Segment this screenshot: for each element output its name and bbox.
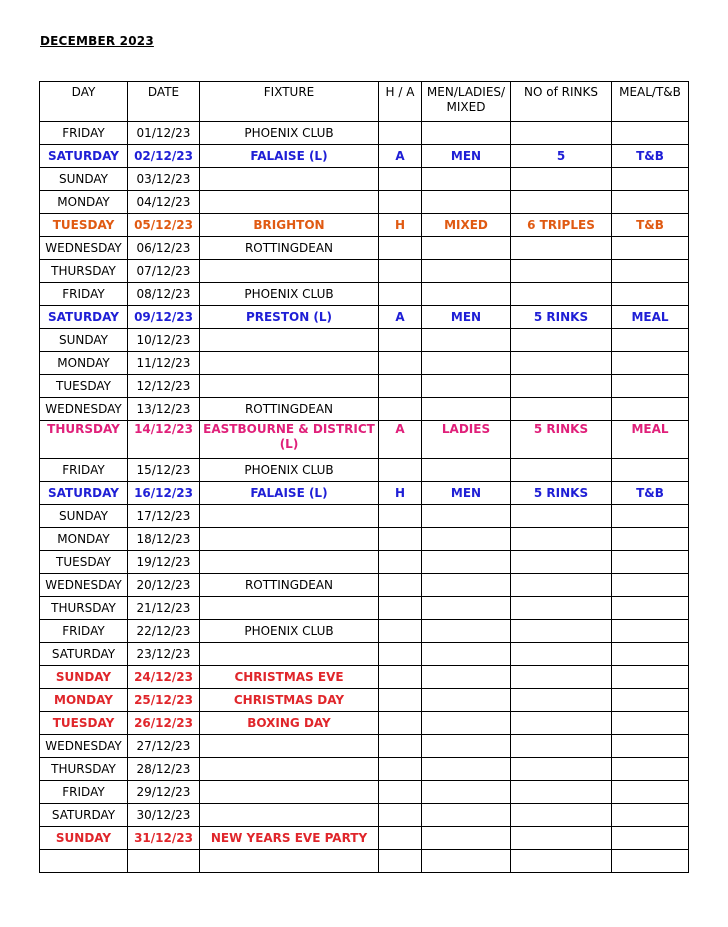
cell-meal bbox=[612, 666, 689, 689]
table-row bbox=[40, 398, 689, 421]
cell-meal bbox=[612, 329, 689, 352]
cell-meal bbox=[612, 574, 689, 597]
cell-fixture bbox=[200, 781, 379, 804]
cell-home-away bbox=[379, 850, 422, 873]
cell-day: WEDNESDAY bbox=[40, 735, 128, 758]
cell-date: 28/12/23 bbox=[128, 758, 200, 781]
cell-meal bbox=[612, 758, 689, 781]
cell-day: TUESDAY bbox=[40, 551, 128, 574]
table-row bbox=[40, 237, 689, 260]
table-row bbox=[40, 505, 689, 528]
cell-date: 26/12/23 bbox=[128, 712, 200, 735]
cell-fixture bbox=[200, 505, 379, 528]
cell-team-type: LADIES bbox=[422, 421, 511, 459]
cell-team-type bbox=[422, 574, 511, 597]
cell-home-away bbox=[379, 712, 422, 735]
cell-team-type bbox=[422, 459, 511, 482]
cell-fixture: FALAISE (L) bbox=[200, 482, 379, 505]
table-row bbox=[40, 306, 689, 329]
cell-home-away: A bbox=[379, 421, 422, 459]
cell-rinks bbox=[511, 666, 612, 689]
cell-day: TUESDAY bbox=[40, 712, 128, 735]
cell-home-away bbox=[379, 260, 422, 283]
table-row bbox=[40, 421, 689, 459]
cell-home-away bbox=[379, 122, 422, 145]
cell-rinks bbox=[511, 781, 612, 804]
cell-rinks bbox=[511, 237, 612, 260]
cell-fixture: CHRISTMAS DAY bbox=[200, 689, 379, 712]
table-row bbox=[40, 283, 689, 306]
cell-rinks: 6 TRIPLES bbox=[511, 214, 612, 237]
cell-date: 13/12/23 bbox=[128, 398, 200, 421]
table-row bbox=[40, 666, 689, 689]
cell-date: 07/12/23 bbox=[128, 260, 200, 283]
cell-fixture: PRESTON (L) bbox=[200, 306, 379, 329]
cell-day: MONDAY bbox=[40, 191, 128, 214]
cell-fixture bbox=[200, 804, 379, 827]
cell-day bbox=[40, 850, 128, 873]
cell-meal bbox=[612, 260, 689, 283]
header-home-away: H / A bbox=[379, 82, 422, 122]
cell-team-type bbox=[422, 689, 511, 712]
cell-team-type bbox=[422, 666, 511, 689]
cell-team-type bbox=[422, 597, 511, 620]
cell-rinks bbox=[511, 850, 612, 873]
cell-team-type bbox=[422, 781, 511, 804]
cell-home-away bbox=[379, 827, 422, 850]
cell-team-type bbox=[422, 758, 511, 781]
cell-fixture: EASTBOURNE & DISTRICT (L) bbox=[200, 421, 379, 459]
cell-home-away bbox=[379, 375, 422, 398]
cell-rinks bbox=[511, 758, 612, 781]
cell-team-type bbox=[422, 237, 511, 260]
cell-home-away bbox=[379, 574, 422, 597]
cell-team-type bbox=[422, 712, 511, 735]
cell-home-away bbox=[379, 459, 422, 482]
fixture-table bbox=[39, 81, 689, 873]
cell-day: FRIDAY bbox=[40, 459, 128, 482]
cell-date: 04/12/23 bbox=[128, 191, 200, 214]
cell-day: SUNDAY bbox=[40, 827, 128, 850]
cell-home-away bbox=[379, 329, 422, 352]
cell-fixture bbox=[200, 191, 379, 214]
cell-meal bbox=[612, 781, 689, 804]
table-row bbox=[40, 191, 689, 214]
cell-day: WEDNESDAY bbox=[40, 237, 128, 260]
cell-home-away bbox=[379, 689, 422, 712]
cell-home-away bbox=[379, 758, 422, 781]
cell-fixture bbox=[200, 375, 379, 398]
cell-rinks: 5 RINKS bbox=[511, 306, 612, 329]
cell-meal bbox=[612, 850, 689, 873]
cell-home-away bbox=[379, 352, 422, 375]
cell-meal bbox=[612, 375, 689, 398]
cell-date: 12/12/23 bbox=[128, 375, 200, 398]
cell-day: TUESDAY bbox=[40, 375, 128, 398]
cell-meal bbox=[612, 459, 689, 482]
cell-team-type bbox=[422, 191, 511, 214]
cell-date: 23/12/23 bbox=[128, 643, 200, 666]
cell-day: SUNDAY bbox=[40, 168, 128, 191]
cell-day: SATURDAY bbox=[40, 804, 128, 827]
cell-rinks bbox=[511, 597, 612, 620]
cell-rinks bbox=[511, 260, 612, 283]
cell-meal bbox=[612, 597, 689, 620]
cell-meal: T&B bbox=[612, 482, 689, 505]
cell-team-type: MEN bbox=[422, 482, 511, 505]
cell-rinks bbox=[511, 528, 612, 551]
cell-rinks bbox=[511, 122, 612, 145]
table-row bbox=[40, 145, 689, 168]
cell-date: 11/12/23 bbox=[128, 352, 200, 375]
cell-home-away bbox=[379, 666, 422, 689]
cell-date: 10/12/23 bbox=[128, 329, 200, 352]
cell-date: 16/12/23 bbox=[128, 482, 200, 505]
cell-date: 21/12/23 bbox=[128, 597, 200, 620]
cell-date: 15/12/23 bbox=[128, 459, 200, 482]
table-row bbox=[40, 689, 689, 712]
table-row bbox=[40, 597, 689, 620]
cell-rinks bbox=[511, 827, 612, 850]
cell-fixture bbox=[200, 643, 379, 666]
table-row bbox=[40, 168, 689, 191]
cell-day: SATURDAY bbox=[40, 482, 128, 505]
cell-fixture: PHOENIX CLUB bbox=[200, 122, 379, 145]
table-row bbox=[40, 827, 689, 850]
cell-date: 29/12/23 bbox=[128, 781, 200, 804]
cell-fixture: FALAISE (L) bbox=[200, 145, 379, 168]
cell-rinks bbox=[511, 620, 612, 643]
header-rinks: NO of RINKS bbox=[511, 82, 612, 122]
cell-rinks bbox=[511, 283, 612, 306]
table-row bbox=[40, 122, 689, 145]
cell-date: 14/12/23 bbox=[128, 421, 200, 459]
table-row bbox=[40, 375, 689, 398]
cell-meal bbox=[612, 505, 689, 528]
cell-home-away bbox=[379, 735, 422, 758]
cell-day: THURSDAY bbox=[40, 758, 128, 781]
cell-team-type: MIXED bbox=[422, 214, 511, 237]
cell-meal bbox=[612, 712, 689, 735]
cell-fixture: PHOENIX CLUB bbox=[200, 620, 379, 643]
cell-day: THURSDAY bbox=[40, 421, 128, 459]
cell-rinks bbox=[511, 505, 612, 528]
cell-meal bbox=[612, 237, 689, 260]
cell-date: 25/12/23 bbox=[128, 689, 200, 712]
cell-day: SATURDAY bbox=[40, 306, 128, 329]
table-row bbox=[40, 459, 689, 482]
cell-meal: MEAL bbox=[612, 306, 689, 329]
cell-day: THURSDAY bbox=[40, 597, 128, 620]
cell-home-away bbox=[379, 551, 422, 574]
header-fixture: FIXTURE bbox=[200, 82, 379, 122]
cell-date: 31/12/23 bbox=[128, 827, 200, 850]
cell-home-away: H bbox=[379, 482, 422, 505]
cell-home-away bbox=[379, 528, 422, 551]
cell-day: TUESDAY bbox=[40, 214, 128, 237]
cell-team-type bbox=[422, 283, 511, 306]
cell-team-type bbox=[422, 122, 511, 145]
cell-meal bbox=[612, 168, 689, 191]
cell-date: 19/12/23 bbox=[128, 551, 200, 574]
header-day: DAY bbox=[40, 82, 128, 122]
cell-date: 08/12/23 bbox=[128, 283, 200, 306]
cell-date: 24/12/23 bbox=[128, 666, 200, 689]
cell-fixture: PHOENIX CLUB bbox=[200, 459, 379, 482]
cell-meal bbox=[612, 352, 689, 375]
cell-meal: T&B bbox=[612, 214, 689, 237]
table-row bbox=[40, 804, 689, 827]
cell-date: 09/12/23 bbox=[128, 306, 200, 329]
table-row bbox=[40, 712, 689, 735]
cell-rinks bbox=[511, 329, 612, 352]
cell-day: FRIDAY bbox=[40, 122, 128, 145]
cell-fixture: BRIGHTON bbox=[200, 214, 379, 237]
cell-meal bbox=[612, 827, 689, 850]
cell-team-type bbox=[422, 850, 511, 873]
cell-home-away bbox=[379, 804, 422, 827]
table-body bbox=[40, 122, 689, 873]
cell-fixture bbox=[200, 352, 379, 375]
cell-team-type bbox=[422, 329, 511, 352]
cell-home-away bbox=[379, 191, 422, 214]
cell-date: 20/12/23 bbox=[128, 574, 200, 597]
cell-rinks bbox=[511, 551, 612, 574]
cell-meal: MEAL bbox=[612, 421, 689, 459]
cell-day: MONDAY bbox=[40, 528, 128, 551]
page-title: DECEMBER 2023 bbox=[40, 34, 154, 48]
cell-rinks bbox=[511, 712, 612, 735]
cell-team-type bbox=[422, 620, 511, 643]
cell-rinks: 5 RINKS bbox=[511, 482, 612, 505]
cell-team-type: MEN bbox=[422, 145, 511, 168]
cell-team-type: MEN bbox=[422, 306, 511, 329]
table-row bbox=[40, 781, 689, 804]
cell-home-away bbox=[379, 283, 422, 306]
cell-meal bbox=[612, 122, 689, 145]
cell-date: 02/12/23 bbox=[128, 145, 200, 168]
table-row bbox=[40, 735, 689, 758]
cell-meal bbox=[612, 191, 689, 214]
cell-fixture: BOXING DAY bbox=[200, 712, 379, 735]
table-row bbox=[40, 850, 689, 873]
cell-day: SUNDAY bbox=[40, 505, 128, 528]
cell-date: 06/12/23 bbox=[128, 237, 200, 260]
cell-team-type bbox=[422, 551, 511, 574]
cell-fixture bbox=[200, 850, 379, 873]
cell-day: FRIDAY bbox=[40, 283, 128, 306]
cell-home-away bbox=[379, 643, 422, 666]
cell-meal: T&B bbox=[612, 145, 689, 168]
cell-date: 30/12/23 bbox=[128, 804, 200, 827]
cell-meal bbox=[612, 398, 689, 421]
cell-rinks bbox=[511, 643, 612, 666]
cell-date: 27/12/23 bbox=[128, 735, 200, 758]
table-row bbox=[40, 260, 689, 283]
cell-day: THURSDAY bbox=[40, 260, 128, 283]
header-date: DATE bbox=[128, 82, 200, 122]
table-row bbox=[40, 643, 689, 666]
table-row bbox=[40, 214, 689, 237]
cell-team-type bbox=[422, 528, 511, 551]
cell-rinks bbox=[511, 398, 612, 421]
table-row bbox=[40, 329, 689, 352]
cell-fixture: ROTTINGDEAN bbox=[200, 574, 379, 597]
cell-team-type bbox=[422, 827, 511, 850]
cell-meal bbox=[612, 551, 689, 574]
cell-home-away bbox=[379, 505, 422, 528]
cell-home-away: A bbox=[379, 145, 422, 168]
cell-fixture: ROTTINGDEAN bbox=[200, 398, 379, 421]
cell-fixture: ROTTINGDEAN bbox=[200, 237, 379, 260]
cell-day: SATURDAY bbox=[40, 145, 128, 168]
cell-home-away: H bbox=[379, 214, 422, 237]
cell-team-type bbox=[422, 804, 511, 827]
cell-team-type bbox=[422, 398, 511, 421]
cell-day: WEDNESDAY bbox=[40, 398, 128, 421]
cell-day: FRIDAY bbox=[40, 781, 128, 804]
cell-home-away bbox=[379, 781, 422, 804]
cell-team-type bbox=[422, 735, 511, 758]
table-row bbox=[40, 528, 689, 551]
cell-day: WEDNESDAY bbox=[40, 574, 128, 597]
cell-date: 03/12/23 bbox=[128, 168, 200, 191]
cell-fixture bbox=[200, 597, 379, 620]
cell-fixture: PHOENIX CLUB bbox=[200, 283, 379, 306]
table-row bbox=[40, 620, 689, 643]
cell-day: SUNDAY bbox=[40, 666, 128, 689]
cell-date: 01/12/23 bbox=[128, 122, 200, 145]
cell-home-away bbox=[379, 237, 422, 260]
header-meal: MEAL/T&B bbox=[612, 82, 689, 122]
cell-fixture bbox=[200, 551, 379, 574]
cell-day: MONDAY bbox=[40, 352, 128, 375]
cell-fixture bbox=[200, 758, 379, 781]
cell-rinks bbox=[511, 689, 612, 712]
cell-day: FRIDAY bbox=[40, 620, 128, 643]
header-row bbox=[40, 82, 689, 122]
cell-day: SUNDAY bbox=[40, 329, 128, 352]
cell-day: MONDAY bbox=[40, 689, 128, 712]
cell-team-type bbox=[422, 260, 511, 283]
cell-fixture: NEW YEARS EVE PARTY bbox=[200, 827, 379, 850]
cell-home-away: A bbox=[379, 306, 422, 329]
cell-team-type bbox=[422, 505, 511, 528]
cell-team-type bbox=[422, 643, 511, 666]
cell-date: 22/12/23 bbox=[128, 620, 200, 643]
cell-rinks bbox=[511, 574, 612, 597]
cell-team-type bbox=[422, 352, 511, 375]
cell-fixture bbox=[200, 260, 379, 283]
cell-rinks: 5 bbox=[511, 145, 612, 168]
cell-home-away bbox=[379, 168, 422, 191]
cell-team-type bbox=[422, 168, 511, 191]
cell-team-type bbox=[422, 375, 511, 398]
cell-fixture bbox=[200, 528, 379, 551]
cell-home-away bbox=[379, 620, 422, 643]
cell-date: 05/12/23 bbox=[128, 214, 200, 237]
cell-meal bbox=[612, 643, 689, 666]
cell-meal bbox=[612, 689, 689, 712]
cell-fixture bbox=[200, 735, 379, 758]
cell-home-away bbox=[379, 597, 422, 620]
cell-date bbox=[128, 850, 200, 873]
table-row bbox=[40, 352, 689, 375]
header-team-type: MEN/LADIES/ MIXED bbox=[422, 82, 511, 122]
cell-rinks: 5 RINKS bbox=[511, 421, 612, 459]
cell-rinks bbox=[511, 352, 612, 375]
cell-rinks bbox=[511, 804, 612, 827]
cell-rinks bbox=[511, 375, 612, 398]
cell-meal bbox=[612, 528, 689, 551]
cell-home-away bbox=[379, 398, 422, 421]
cell-fixture bbox=[200, 168, 379, 191]
cell-rinks bbox=[511, 191, 612, 214]
cell-day: SATURDAY bbox=[40, 643, 128, 666]
cell-rinks bbox=[511, 168, 612, 191]
table-row bbox=[40, 482, 689, 505]
cell-fixture bbox=[200, 329, 379, 352]
cell-fixture: CHRISTMAS EVE bbox=[200, 666, 379, 689]
table-row bbox=[40, 551, 689, 574]
cell-rinks bbox=[511, 735, 612, 758]
table-row bbox=[40, 758, 689, 781]
cell-date: 17/12/23 bbox=[128, 505, 200, 528]
cell-meal bbox=[612, 620, 689, 643]
cell-meal bbox=[612, 735, 689, 758]
cell-date: 18/12/23 bbox=[128, 528, 200, 551]
cell-meal bbox=[612, 804, 689, 827]
cell-meal bbox=[612, 283, 689, 306]
table-row bbox=[40, 574, 689, 597]
cell-rinks bbox=[511, 459, 612, 482]
